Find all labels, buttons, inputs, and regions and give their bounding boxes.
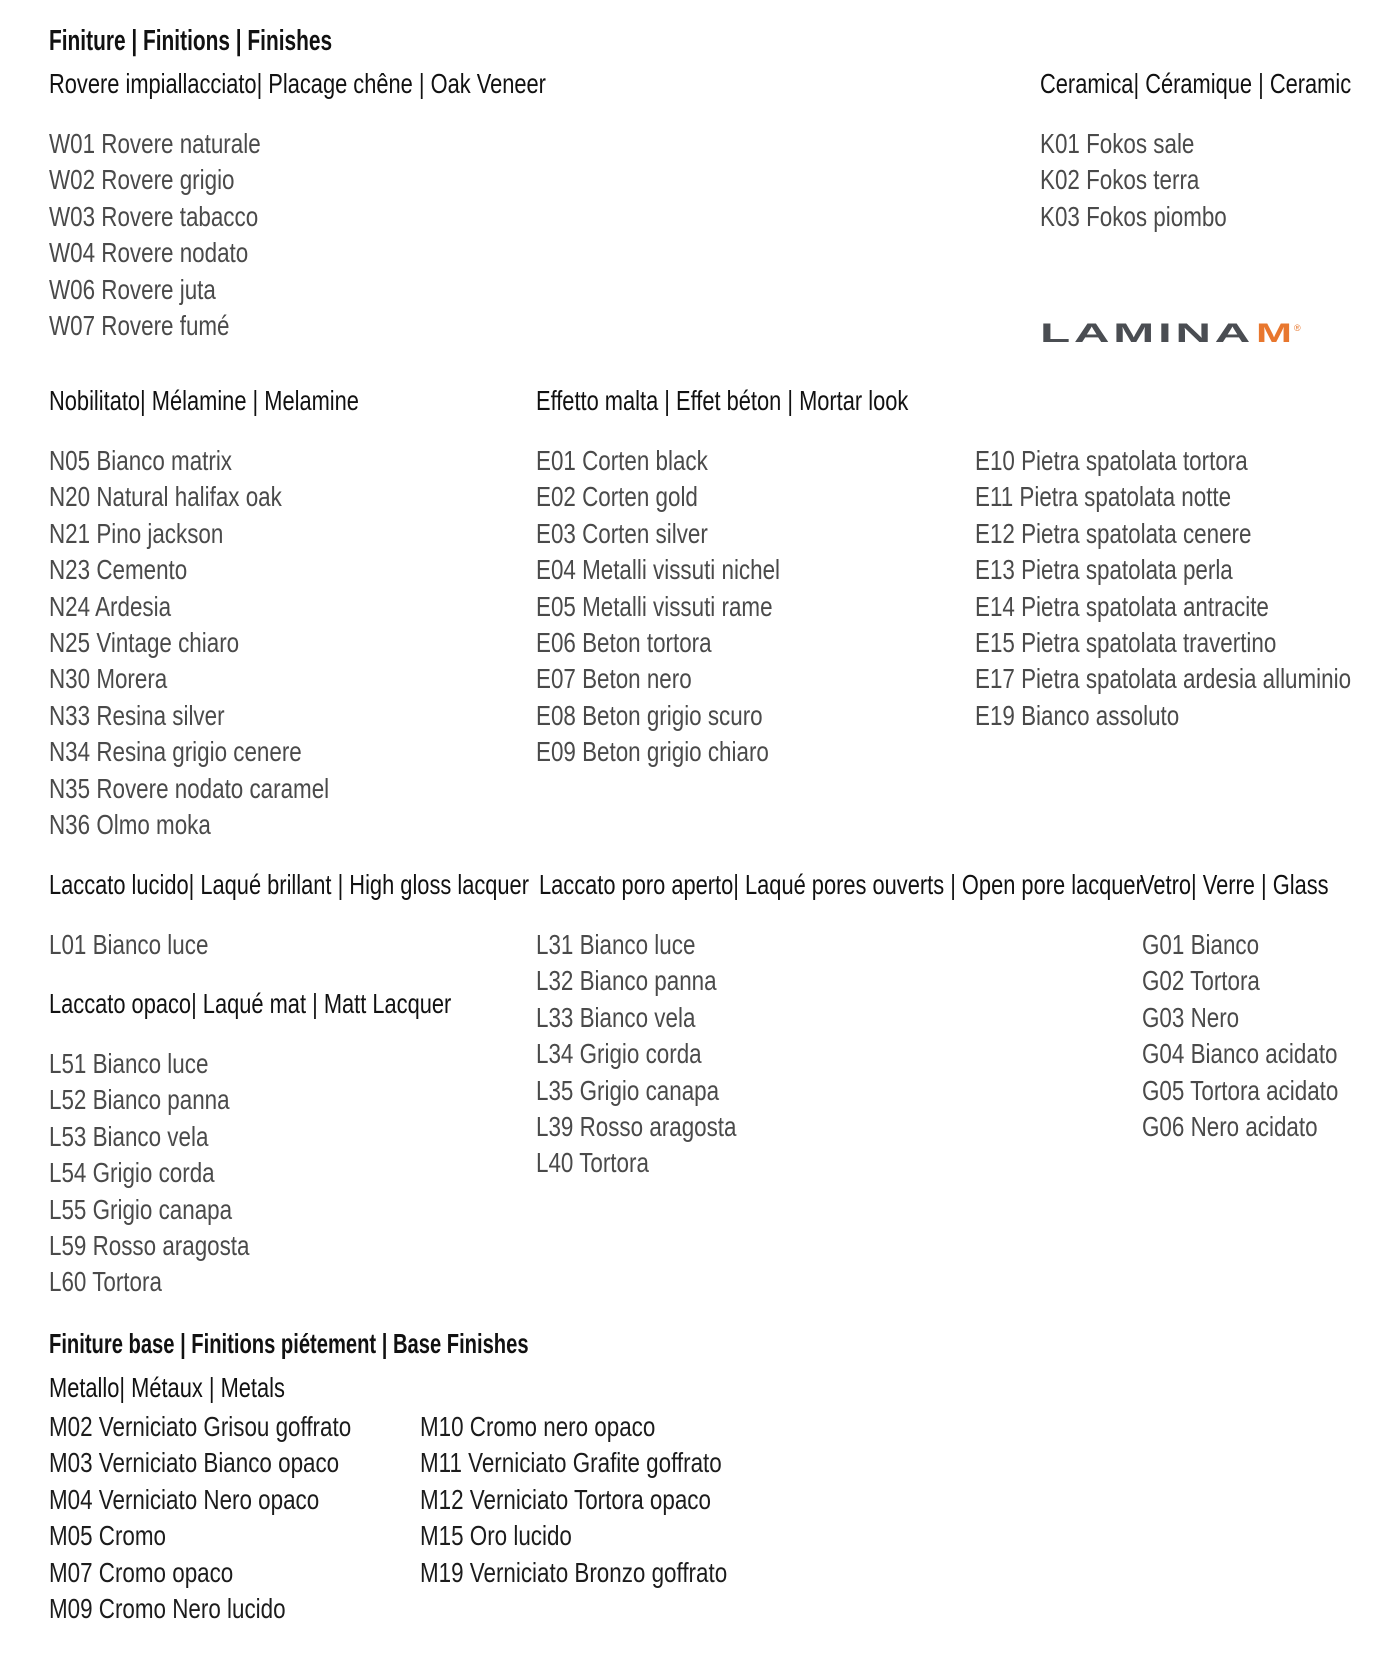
metals-list-col1	[49, 1409, 427, 1627]
list-item: L31 Bianco luce	[536, 929, 696, 960]
list-item: M19 Verniciato Bronzo goffrato	[420, 1556, 728, 1588]
glass-list	[1142, 927, 1387, 1145]
list-item: W07 Rovere fumé	[49, 309, 230, 341]
list-item: M03 Verniciato Bianco opaco	[49, 1447, 340, 1479]
list-item: M07 Cromo opaco	[49, 1556, 234, 1588]
list-item: L51 Bianco luce	[49, 1048, 209, 1079]
list-item: W03 Rovere tabacco	[49, 200, 259, 232]
list-item: L39 Rosso aragosta	[536, 1110, 737, 1142]
list-item: G06 Nero acidato	[1142, 1110, 1318, 1142]
list-item: W01 Rovere naturale	[49, 128, 261, 159]
list-item: M15 Oro lucido	[420, 1520, 572, 1552]
list-item: L53 Bianco vela	[49, 1120, 209, 1152]
metals-heading: Metallo| Métaux | Metals	[49, 1372, 285, 1403]
list-item: E12 Pietra spatolata cenere	[975, 517, 1252, 549]
list-item: M02 Verniciato Grisou goffrato	[49, 1411, 352, 1442]
list-item: E11 Pietra spatolata notte	[975, 481, 1232, 513]
list-item: L54 Grigio corda	[49, 1157, 215, 1189]
oak-veneer-heading: Rovere impiallacciato| Placage chêne | Oak Veneer	[49, 68, 546, 99]
gloss-lacquer-heading: Laccato lucido| Laqué brillant | High gloss lacquer	[49, 869, 529, 900]
list-item: E13 Pietra spatolata perla	[975, 554, 1233, 586]
list-item: E04 Metalli vissuti nichel	[536, 554, 781, 586]
list-item: E01 Corten black	[536, 445, 708, 476]
list-item: G04 Bianco acidato	[1142, 1038, 1338, 1070]
base-finishes-title: Finiture base | Finitions piétement | Base Finishes	[49, 1328, 529, 1359]
list-item: M04 Verniciato Nero opaco	[49, 1483, 320, 1515]
list-item: N20 Natural halifax oak	[49, 481, 282, 513]
list-item: M05 Cromo	[49, 1520, 167, 1552]
list-item: N34 Resina grigio cenere	[49, 736, 302, 768]
list-item: E05 Metalli vissuti rame	[536, 590, 773, 622]
list-item: G03 Nero	[1142, 1001, 1240, 1033]
list-item: L55 Grigio canapa	[49, 1193, 233, 1225]
list-item: E03 Corten silver	[536, 517, 708, 549]
list-item: E09 Beton grigio chiaro	[536, 736, 769, 768]
list-item: L01 Bianco luce	[49, 929, 209, 960]
list-item: N24 Ardesia	[49, 590, 172, 622]
open-pore-lacquer-heading: Laccato poro aperto| Laqué pores ouverts | Open pore lacquer	[539, 869, 1143, 900]
list-item: W02 Rovere grigio	[49, 164, 235, 196]
laminam-logo	[1040, 318, 1310, 348]
list-item: W04 Rovere nodato	[49, 237, 249, 269]
list-item: N21 Pino jackson	[49, 517, 224, 549]
list-item: M11 Verniciato Grafite goffrato	[420, 1447, 722, 1479]
mortar-look-heading: Effetto malta | Effet béton | Mortar look	[536, 385, 909, 416]
list-item: L60 Tortora	[49, 1266, 162, 1298]
mortar-look-list-col2	[975, 443, 1400, 734]
list-item: L52 Bianco panna	[49, 1084, 230, 1116]
list-item: N36 Olmo moka	[49, 808, 211, 840]
list-item: N23 Cemento	[49, 554, 188, 586]
list-item: N35 Rovere nodato caramel	[49, 772, 330, 804]
logo-main-text: LAMINA	[1040, 318, 1254, 348]
list-item: N25 Vintage chiaro	[49, 626, 240, 658]
list-item: E10 Pietra spatolata tortora	[975, 445, 1248, 476]
melamine-heading: Nobilitato| Mélamine | Melamine	[49, 385, 359, 416]
list-item: E15 Pietra spatolata travertino	[975, 626, 1277, 658]
list-item: M09 Cromo Nero lucido	[49, 1592, 286, 1624]
logo-registered-mark: ®	[1294, 323, 1301, 333]
matt-lacquer-heading: Laccato opaco| Laqué mat | Matt Lacquer	[49, 988, 452, 1019]
list-item: E06 Beton tortora	[536, 626, 712, 658]
list-item: L34 Grigio corda	[536, 1038, 702, 1070]
list-item: L32 Bianco panna	[536, 965, 717, 997]
list-item: K01 Fokos sale	[1040, 128, 1195, 159]
ceramic-heading: Ceramica| Céramique | Ceramic	[1040, 68, 1352, 99]
gloss-lacquer-list	[49, 927, 248, 963]
melamine-list	[49, 443, 399, 843]
list-item: N05 Bianco matrix	[49, 445, 233, 476]
matt-lacquer-list	[49, 1046, 300, 1301]
open-pore-lacquer-list	[536, 927, 787, 1182]
list-item: K03 Fokos piombo	[1040, 200, 1227, 232]
glass-heading: Vetro| Verre | Glass	[1140, 869, 1329, 900]
list-item: L35 Grigio canapa	[536, 1074, 720, 1106]
metals-list-col2	[420, 1409, 804, 1591]
oak-veneer-list	[49, 126, 314, 344]
list-item: N33 Resina silver	[49, 699, 225, 731]
list-item: K02 Fokos terra	[1040, 164, 1200, 196]
list-item: E14 Pietra spatolata antracite	[975, 590, 1269, 622]
list-item: E17 Pietra spatolata ardesia alluminio	[975, 663, 1352, 695]
list-item: L59 Rosso aragosta	[49, 1229, 250, 1261]
list-item: G01 Bianco	[1142, 929, 1260, 960]
list-item: E02 Corten gold	[536, 481, 698, 513]
list-item: M12 Verniciato Tortora opaco	[420, 1483, 711, 1515]
ceramic-list	[1040, 126, 1273, 235]
list-item: E07 Beton nero	[536, 663, 692, 695]
mortar-look-list-col1	[536, 443, 841, 771]
list-item: W06 Rovere juta	[49, 273, 216, 305]
page-title: Finiture | Finitions | Finishes	[49, 25, 333, 57]
list-item: E19 Bianco assoluto	[975, 699, 1180, 731]
list-item: E08 Beton grigio scuro	[536, 699, 763, 731]
list-item: N30 Morera	[49, 663, 168, 695]
logo-accent-text: M	[1256, 318, 1292, 348]
list-item: L40 Tortora	[536, 1147, 649, 1179]
laminam-logo-svg	[1040, 318, 1310, 348]
list-item: M10 Cromo nero opaco	[420, 1411, 656, 1442]
list-item: G02 Tortora	[1142, 965, 1260, 997]
list-item: G05 Tortora acidato	[1142, 1074, 1339, 1106]
list-item: L33 Bianco vela	[536, 1001, 696, 1033]
